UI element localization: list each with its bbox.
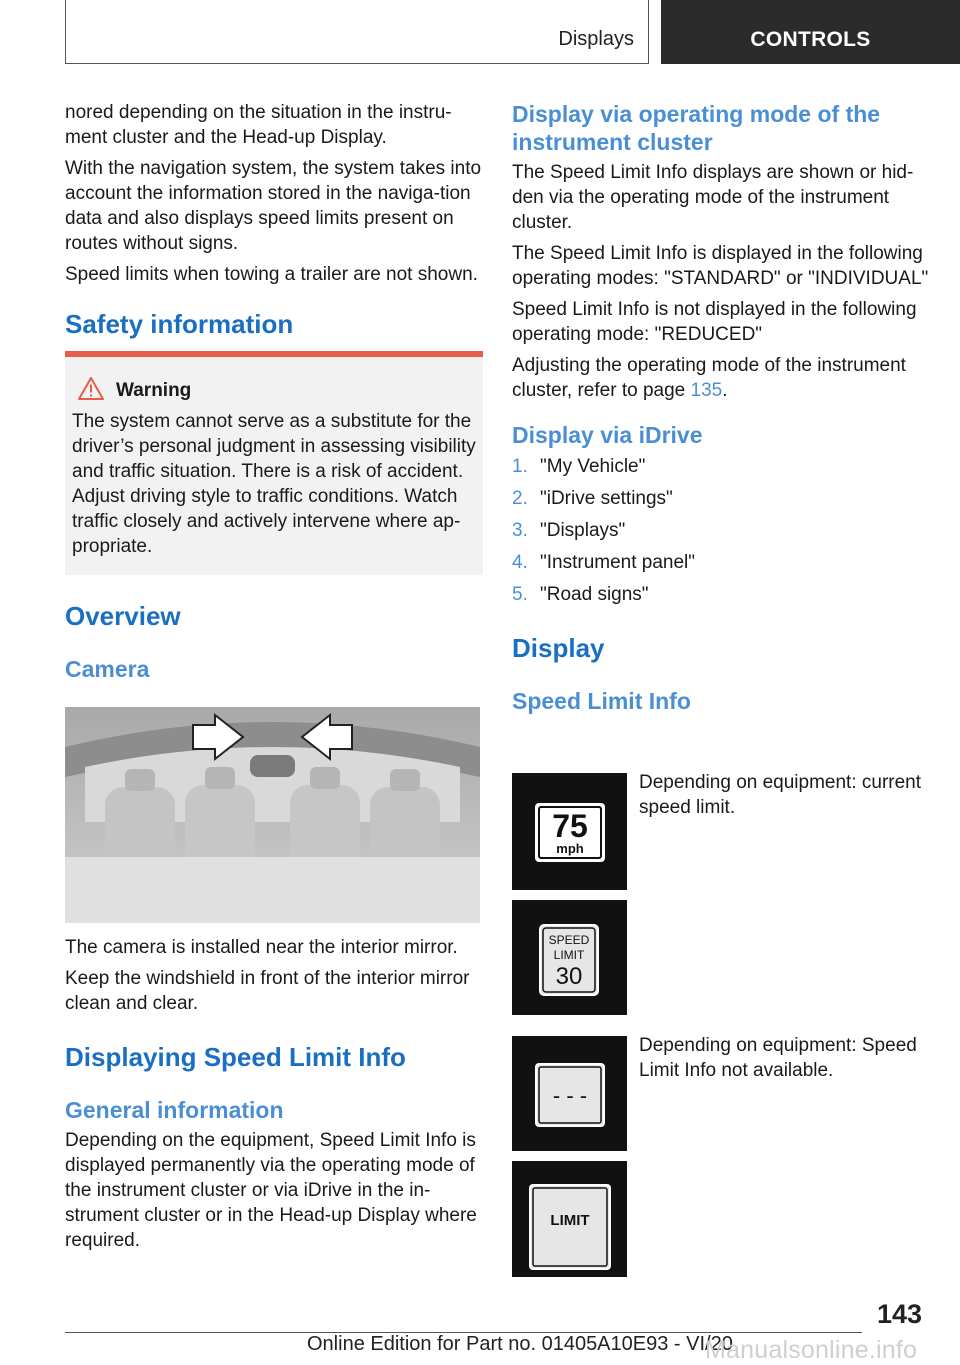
page-reference-link[interactable]: 135	[690, 380, 723, 401]
right-column	[512, 100, 932, 1290]
mode-paragraph-4: Adjusting the operating mode of the instrument cluster, refer to page 135.	[512, 355, 906, 401]
sign-30-value: 30	[555, 963, 583, 990]
warning-text: The system cannot serve as a substitute for the driver’s personal judgment in assessing visibility and traffic situation. There is a risk of accident. Adjust driving style to traffic conditions. Watch traffic closely and actively intervene where ap-propriate.	[72, 411, 476, 557]
speed-limit-sign-unavailable	[512, 1036, 627, 1151]
idrive-heading: Display via iDrive	[512, 422, 703, 448]
camera-heading: Camera	[65, 656, 150, 682]
warning-icon	[78, 377, 104, 405]
list-item: 5. "Road signs"	[512, 584, 649, 605]
sign-30-line1: SPEED	[548, 933, 590, 947]
list-item: 1. "My Vehicle"	[512, 456, 646, 477]
chapter-tab	[661, 0, 960, 64]
speed-limit-sign-limit	[512, 1161, 627, 1277]
section-tab	[65, 0, 649, 64]
camera-paragraph-2: Keep the windshield in front of the interior mirror clean and clear.	[65, 968, 470, 1014]
warning-title: Warning	[116, 380, 192, 401]
speed-limit-heading: Speed Limit Info	[512, 688, 691, 714]
camera-image	[65, 707, 483, 923]
safety-heading: Safety information	[65, 309, 294, 339]
intro-paragraph-3: Speed limits when towing a trailer are not shown.	[65, 264, 478, 285]
overview-heading: Overview	[65, 601, 181, 631]
section-label: Displays	[558, 28, 634, 50]
sign-desc-current: Depending on equipment: current speed limit.	[639, 772, 922, 818]
sign-30-line2: LIMIT	[553, 948, 585, 962]
intro-paragraph-2: With the navigation system, the system takes into account the information stored in the naviga-tion data and also displays speed limits present on routes without signs.	[65, 158, 482, 254]
speed-limit-sign-30	[512, 900, 627, 1015]
sign-unavailable-text: - - -	[552, 1083, 588, 1108]
page-number: 143	[877, 1299, 923, 1329]
mode-heading: Display via operating mode of the instrument cluster	[512, 101, 881, 155]
mode-paragraph-1: The Speed Limit Info displays are shown or hid-den via the operating mode of the instrument cluster.	[512, 162, 914, 233]
chapter-label: CONTROLS	[750, 28, 871, 51]
camera-paragraph-1: The camera is installed near the interior mirror.	[65, 937, 458, 958]
mode-paragraph-2: The Speed Limit Info is displayed in the following operating modes: "STANDARD" or "INDIVIDUAL"	[512, 243, 929, 289]
general-heading: General information	[65, 1097, 284, 1123]
general-text: Depending on the equipment, Speed Limit Info is displayed permanently via the operating mode of the instrument cluster or via iDrive in the in-strument cluster or in the Head-up Display where required.	[65, 1130, 477, 1251]
list-item: 3. "Displays"	[512, 520, 626, 541]
sign-desc-unavailable: Depending on equipment: Speed Limit Info not available.	[639, 1035, 917, 1081]
left-column	[65, 100, 483, 1259]
mode-paragraph-3: Speed Limit Info is not displayed in the following operating mode: "REDUCED"	[512, 299, 917, 345]
watermark: Manualsonline.info	[705, 1336, 918, 1364]
displaying-heading: Displaying Speed Limit Info	[65, 1042, 406, 1072]
edition-text: Online Edition for Part no. 01405A10E93 - VI/20	[307, 1333, 733, 1355]
intro-paragraph-1: nored depending on the situation in the instru-ment cluster and the Head-up Display.	[65, 102, 452, 148]
warning-box	[65, 351, 483, 575]
idrive-steps	[512, 451, 932, 611]
sign-75-unit: mph	[556, 841, 584, 856]
list-item: 4. "Instrument panel"	[512, 552, 696, 573]
display-heading: Display	[512, 633, 605, 663]
list-item: 2. "iDrive settings"	[512, 488, 673, 509]
speed-limit-sign-75	[512, 773, 627, 890]
sign-75-value: 75	[552, 808, 588, 844]
sign-limit-text: LIMIT	[550, 1212, 590, 1229]
